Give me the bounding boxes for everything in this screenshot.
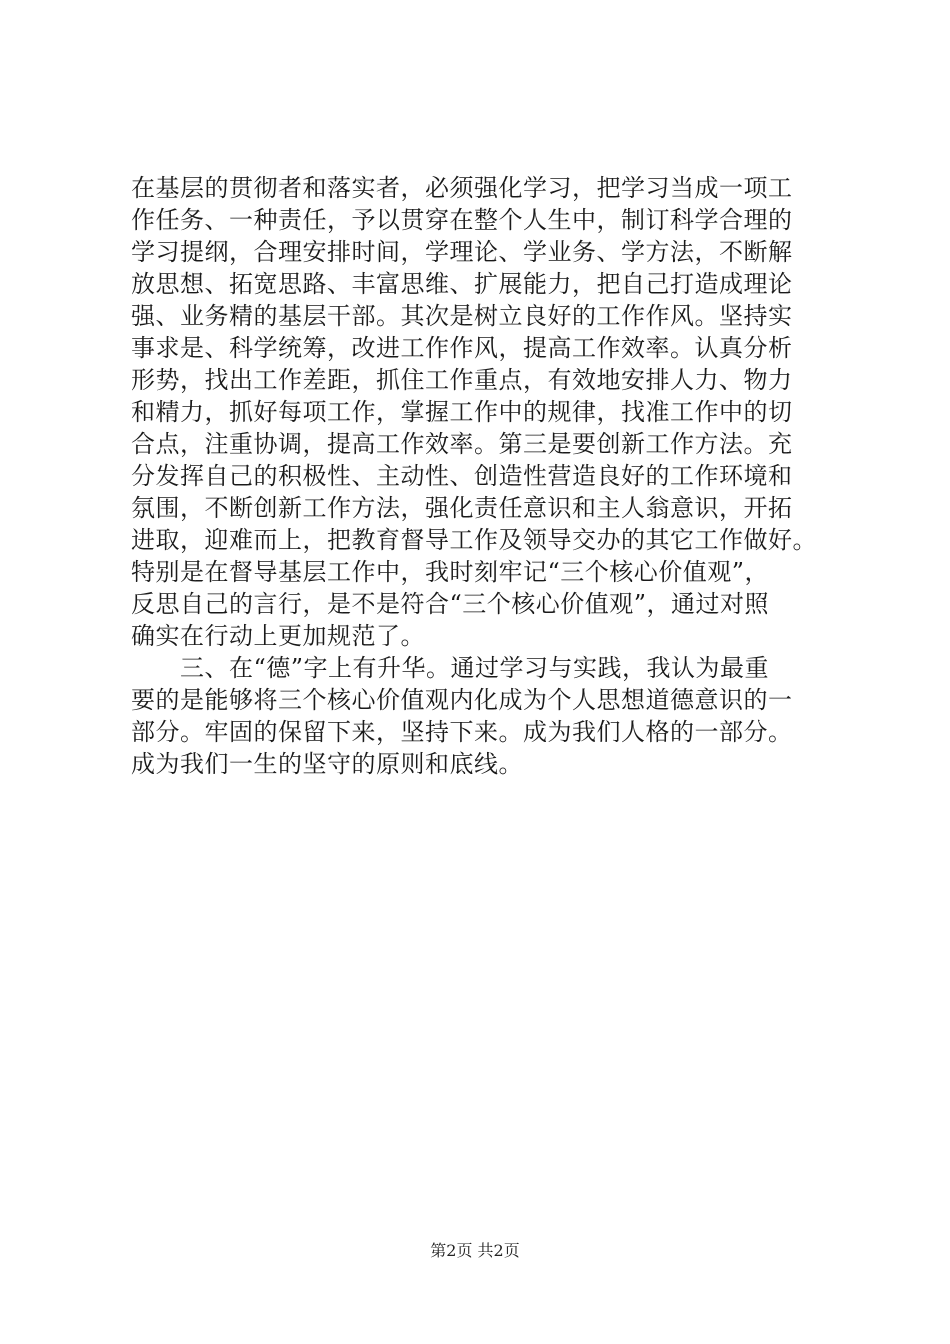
text-line: 强、业务精的基层干部。其次是树立良好的工作作风。坚持实 (131, 302, 793, 330)
text-line: 事求是、科学统筹，改进工作作风，提高工作效率。认真分析 (131, 334, 793, 362)
text-line: 反思自己的言行，是不是符合“三个核心价值观”，通过对照 (131, 590, 770, 618)
text-line: 分发挥自己的积极性、主动性、创造性营造良好的工作环境和 (131, 462, 793, 490)
text-line: 进取，迎难而上，把教育督导工作及领导交办的其它工作做好。 (131, 526, 817, 554)
text-line: 在基层的贯彻者和落实者，必须强化学习，把学习当成一项工 (131, 174, 793, 202)
text-line: 学习提纲，合理安排时间，学理论、学业务、学方法，不断解 (131, 238, 793, 266)
text-line: 合点，注重协调，提高工作效率。第三是要创新工作方法。充 (131, 430, 793, 458)
text-line: 要的是能够将三个核心价值观内化成为个人思想道德意识的一 (131, 686, 793, 714)
text-line: 作任务、一种责任，予以贯穿在整个人生中，制订科学合理的 (131, 206, 793, 234)
text-line: 部分。牢固的保留下来，坚持下来。成为我们人格的一部分。 (131, 718, 793, 746)
page-indicator: 第2页 共2页 (430, 1241, 520, 1260)
text-line: 成为我们一生的坚守的原则和底线。 (131, 750, 523, 778)
page-footer (0, 1240, 950, 1262)
body-text (131, 172, 831, 780)
text-line: 氛围，不断创新工作方法，强化责任意识和主人翁意识，开拓 (131, 494, 793, 522)
text-line: 形势，找出工作差距，抓住工作重点，有效地安排人力、物力 (131, 366, 793, 394)
text-line: 特别是在督导基层工作中，我时刻牢记“三个核心价值观”， (131, 558, 770, 586)
text-line: 确实在行动上更加规范了。 (131, 622, 425, 650)
text-line: 放思想、拓宽思路、丰富思维、扩展能力，把自己打造成理论 (131, 270, 793, 298)
text-line: 三、在“德”字上有升华。通过学习与实践，我认为最重 (131, 654, 770, 682)
text-line: 和精力，抓好每项工作，掌握工作中的规律，找准工作中的切 (131, 398, 793, 426)
